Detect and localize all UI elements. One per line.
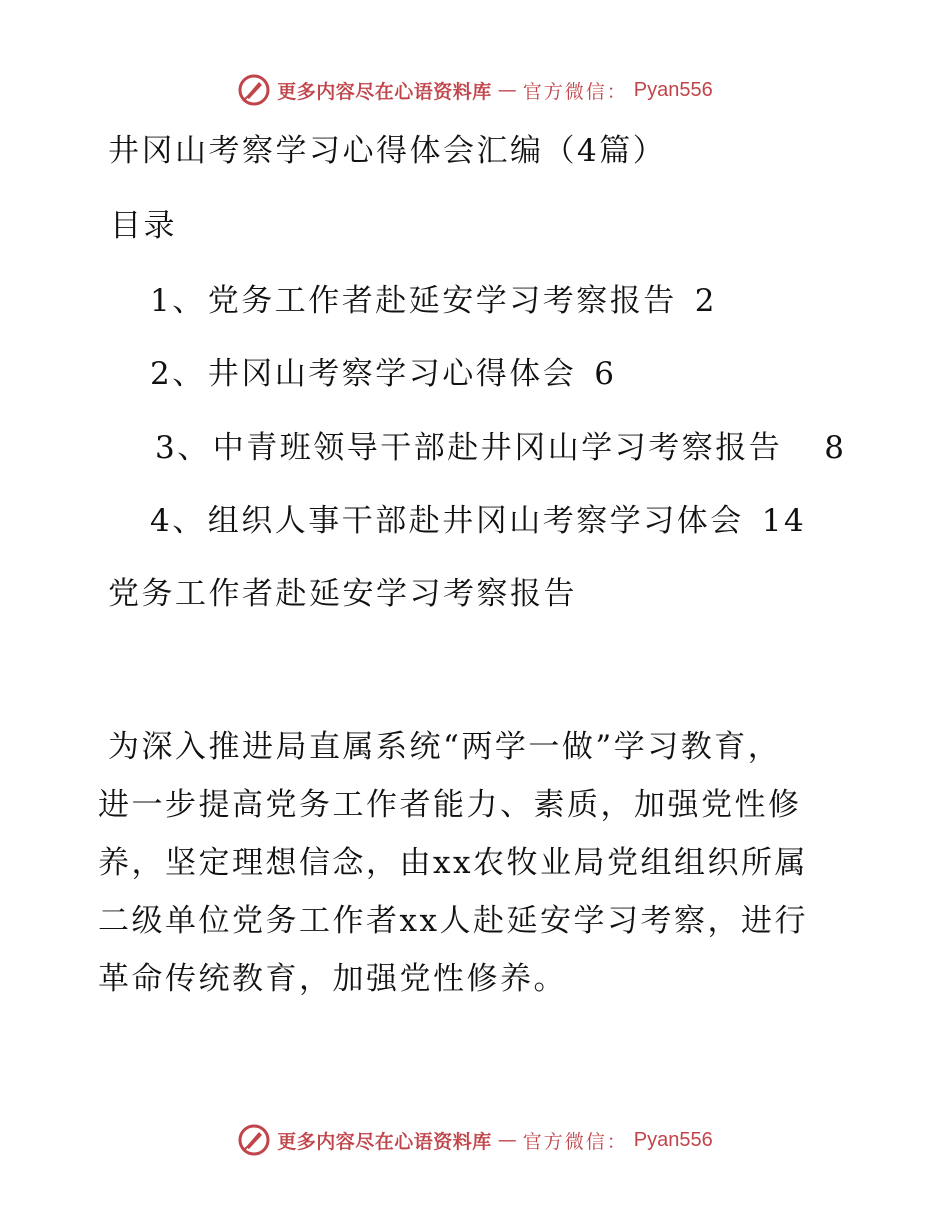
- paragraph-line: 为深入推进局直属系统“两学一做”学习教育，: [108, 729, 782, 765]
- body-paragraph: [98, 718, 838, 1008]
- document-title: 井冈山考察学习心得体会汇编（4篇）: [108, 133, 667, 169]
- toc-entry-text: 中青班领导干部赴井冈山学习考察报告: [212, 430, 783, 466]
- toc-entry[interactable]: [150, 348, 616, 393]
- watermark-wechat-label: 官方微信：: [522, 1130, 628, 1153]
- quill-logo-icon: [237, 1123, 271, 1157]
- toc-entry-page: 14: [761, 503, 807, 539]
- paragraph-line: 革命传统教育，加强党性修养。: [98, 961, 567, 997]
- paragraph-line: 进一步提高党务工作者能力、素质，加强党性修: [98, 787, 802, 823]
- toc-entry[interactable]: [150, 495, 806, 540]
- toc-entry-number: 2、: [150, 356, 206, 392]
- watermark-wechat-id: Pyan556: [633, 78, 713, 101]
- toc-heading: 目录: [110, 208, 177, 244]
- watermark-wechat-id: Pyan556: [633, 1128, 713, 1151]
- quill-logo-icon: [237, 73, 271, 107]
- toc-entry-number: 1、: [150, 283, 206, 319]
- section-title: 党务工作者赴延安学习考察报告: [108, 576, 577, 612]
- watermark-separator: —: [497, 79, 517, 101]
- toc-entry[interactable]: [155, 422, 846, 467]
- toc-entry-page: 6: [594, 356, 617, 392]
- watermark-text: 更多内容尽在心语资料库: [277, 80, 492, 103]
- toc-entry-text: 党务工作者赴延安学习考察报告: [207, 283, 677, 319]
- watermark-footer: [0, 1120, 950, 1160]
- toc-entry-page: 8: [824, 430, 847, 466]
- watermark-text: 更多内容尽在心语资料库: [277, 1130, 492, 1153]
- toc-entry-number: 3、: [155, 430, 211, 466]
- toc-entry-page: 2: [694, 283, 717, 319]
- toc-entry-text: 井冈山考察学习心得体会: [207, 356, 577, 392]
- watermark-separator: —: [497, 1129, 517, 1151]
- toc-entry[interactable]: [150, 275, 717, 320]
- watermark-header: [0, 70, 950, 110]
- paragraph-line: 养，坚定理想信念，由xx农牧业局党组组织所属: [98, 845, 808, 881]
- paragraph-line: 二级单位党务工作者xx人赴延安学习考察，进行: [98, 903, 808, 939]
- toc-entry-text: 组织人事干部赴井冈山考察学习体会: [207, 503, 744, 539]
- watermark-wechat-label: 官方微信：: [522, 80, 628, 103]
- toc-entry-number: 4、: [150, 503, 206, 539]
